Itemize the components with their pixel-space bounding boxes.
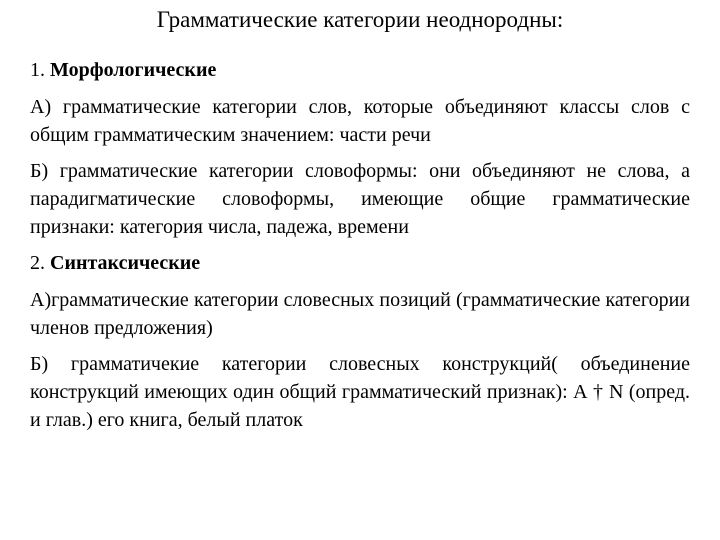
morphological-item-a: А) грамматические категории слов, которые объединяют классы слов с общим грамматическим значением: части речи (30, 96, 690, 146)
section-number: 1. (30, 59, 45, 81)
section-heading-syntactic (30, 249, 690, 277)
slide-content (30, 56, 690, 442)
section-title: Синтаксические (50, 252, 201, 274)
section-number: 2. (30, 252, 45, 274)
slide-title: Грамматические категории неоднородны: (156, 7, 564, 32)
section-heading-morphological (30, 56, 690, 84)
syntactic-item-a: А)грамматические категории словесных позиций (грамматические категории членов предложения) (30, 289, 690, 339)
section-title: Морфологические (50, 59, 217, 81)
morphological-item-b: Б) грамматические категории словоформы: они объединяют не слова, а парадигматические словоформы, имеющие общие грамматические признаки: категория числа, падежа, времени (30, 160, 690, 238)
syntactic-item-b: Б) грамматичекие категории словесных конструкций( объединение конструкций имеющих один общий грамматический признак): А † N (опред. и глав.) его книга, белый платок (30, 353, 690, 431)
